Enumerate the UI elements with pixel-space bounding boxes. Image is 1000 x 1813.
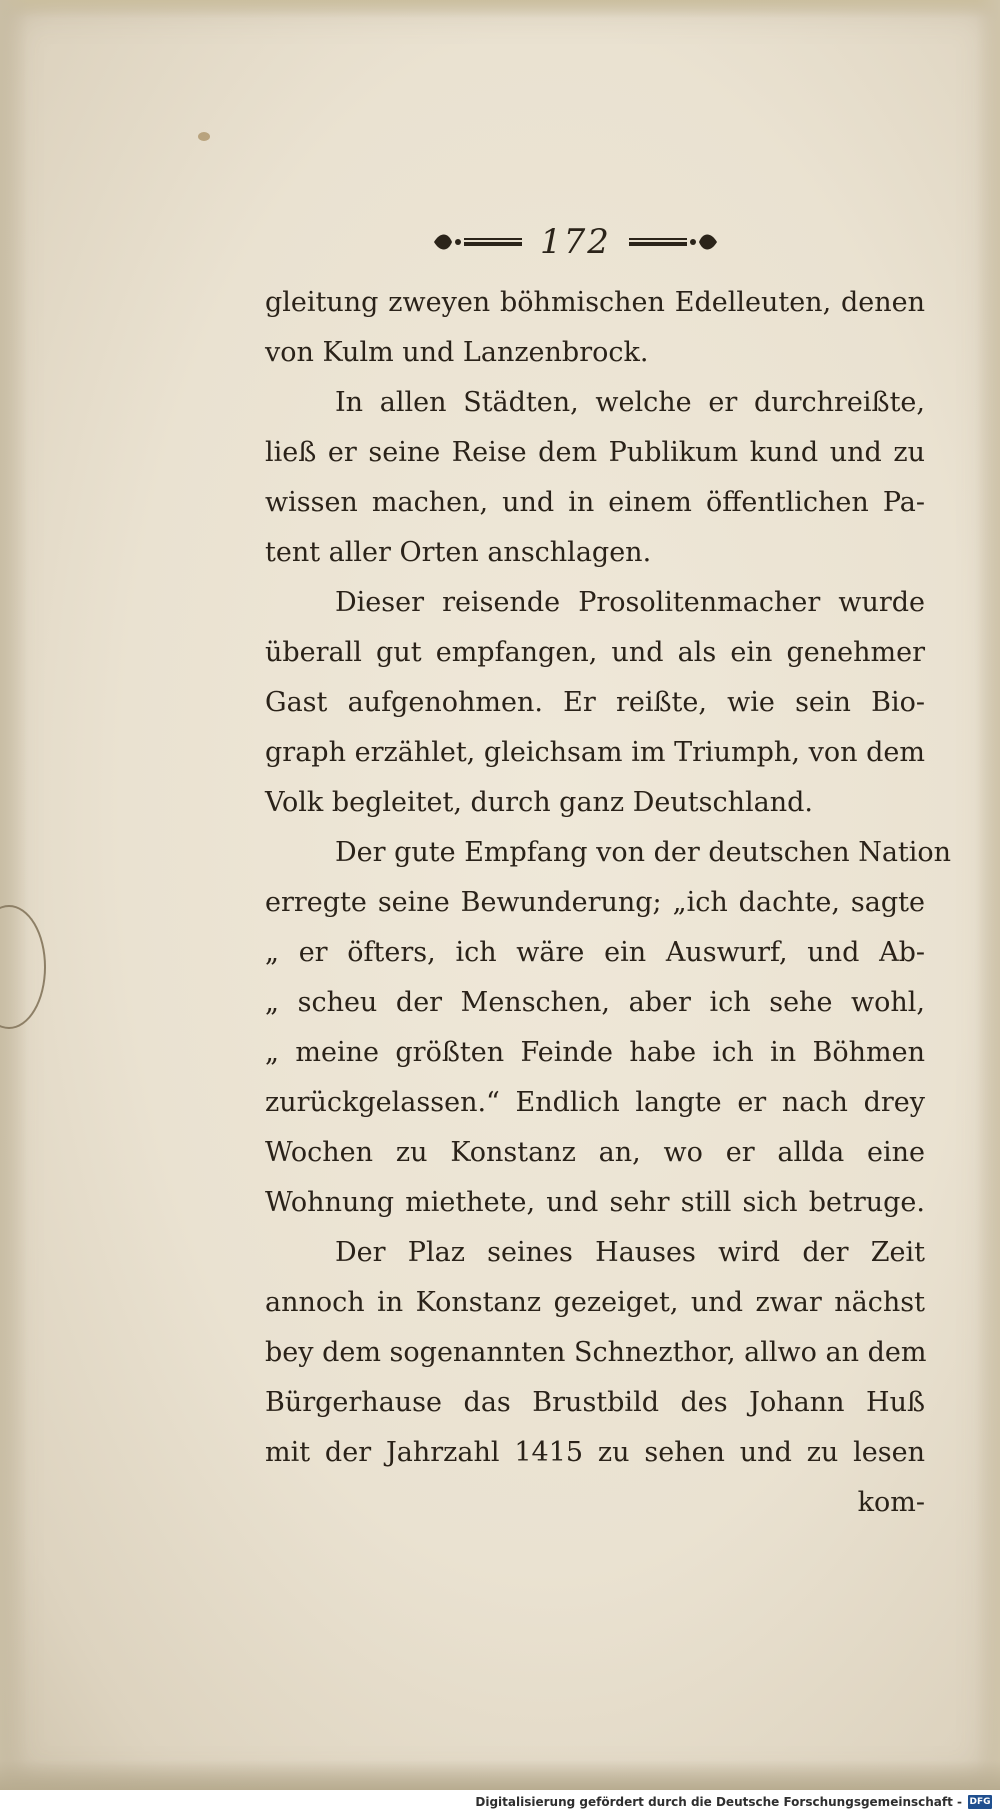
- text-line: bey dem sogenannten Schnezthor, allwo an dem: [265, 1337, 927, 1368]
- text-line: Wochen zu Konstanz an, wo er allda eine: [265, 1137, 925, 1168]
- text-line: von Kulm und Lanzenbrock.: [265, 337, 649, 368]
- dfg-logo-icon: DFG: [969, 1796, 991, 1807]
- text-line: Der Plaz seines Hauses wird der Zeit: [335, 1237, 925, 1268]
- text-line: Wohnung miethete, und sehr still sich betruge.: [265, 1187, 925, 1218]
- text-line: Der gute Empfang von der deutschen Nation: [335, 837, 952, 868]
- ornament-left-icon: [430, 230, 526, 254]
- text-line: ließ er seine Reise dem Publikum kund und zu: [265, 437, 925, 468]
- page-header: [430, 222, 750, 262]
- body-text: [265, 278, 952, 1528]
- text-line: erregte seine Bewunderung; „ich dachte, sagte: [265, 887, 925, 918]
- text-line: Dieser reisende Prosolitenmacher wurde: [335, 587, 925, 618]
- text-line: Volk begleitet, durch ganz Deutschland.: [265, 787, 813, 818]
- page-left-edge: [0, 0, 28, 1790]
- ornament-right-icon: [625, 230, 721, 254]
- text-line: „ scheu der Menschen, aber ich sehe wohl,: [265, 987, 925, 1018]
- text-line: gleitung zweyen böhmischen Edelleuten, denen: [265, 287, 925, 318]
- text-line: In allen Städten, welche er durchreißte,: [335, 387, 925, 418]
- text-line: mit der Jahrzahl 1415 zu sehen und zu lesen: [265, 1437, 925, 1468]
- page-right-edge: [976, 0, 1000, 1790]
- text-line: tent aller Orten anschlagen.: [265, 537, 652, 568]
- text-line: „ meine größten Feinde habe ich in Böhmen: [265, 1037, 925, 1068]
- page-top-edge: [0, 0, 1000, 18]
- text-line: graph erzählet, gleichsam im Triumph, von dem: [265, 737, 925, 768]
- digitization-footer: [0, 1790, 1000, 1813]
- text-line: überall gut empfangen, und als ein genehmer: [265, 637, 925, 668]
- text-line: zurückgelassen.“ Endlich langte er nach drey: [265, 1087, 925, 1118]
- paper-stain: [198, 132, 210, 141]
- text-line: „ er öfters, ich wäre ein Auswurf, und Ab-: [265, 937, 925, 968]
- page-bottom-edge: [0, 1760, 1000, 1790]
- text-line: annoch in Konstanz gezeiget, und zwar nächst: [265, 1287, 925, 1318]
- page-number: 172: [540, 222, 611, 262]
- footer-credit-text: Digitalisierung gefördert durch die Deutsche Forschungsgemeinschaft -: [475, 1794, 962, 1809]
- text-line: wissen machen, und in einem öffentlichen Pa-: [265, 487, 925, 518]
- text-line: Gast aufgenohmen. Er reißte, wie sein Bio-: [265, 687, 925, 718]
- text-line: Bürgerhause das Brustbild des Johann Huß: [265, 1387, 925, 1418]
- paper-fold-mark: [0, 905, 46, 1029]
- catchword: kom-: [857, 1487, 925, 1518]
